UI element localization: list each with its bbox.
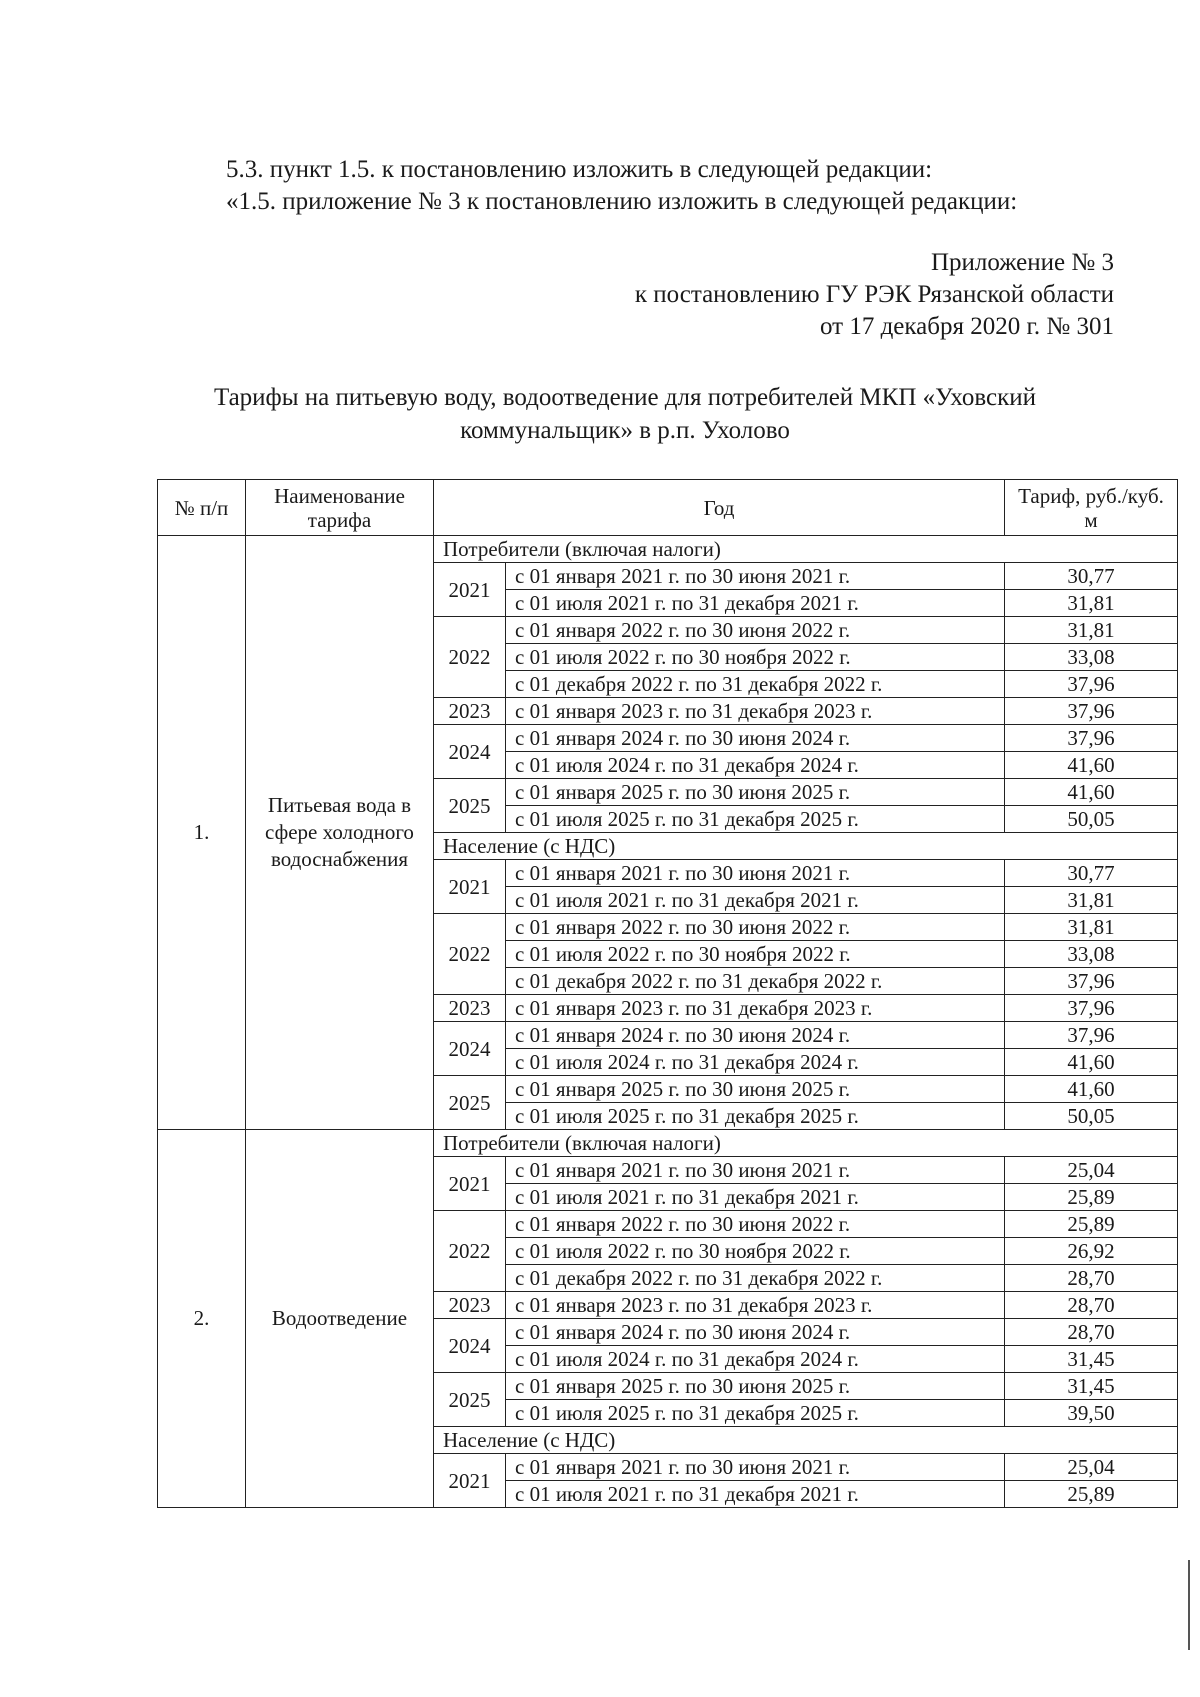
period-cell: с 01 января 2021 г. по 30 июня 2021 г.: [506, 1454, 1005, 1481]
tariff-value: 41,60: [1005, 752, 1178, 779]
year-cell: 2025: [434, 779, 506, 833]
tariff-value: 28,70: [1005, 1319, 1178, 1346]
tariff-value: 37,96: [1005, 968, 1178, 995]
tariff-table: [157, 479, 1178, 1508]
year-cell: 2024: [434, 1319, 506, 1373]
period-cell: с 01 июля 2021 г. по 31 декабря 2021 г.: [506, 590, 1005, 617]
tariff-value: 31,81: [1005, 914, 1178, 941]
appendix-date: от 17 декабря 2020 г. № 301: [819, 313, 1114, 340]
group-name: Водоотведение: [246, 1130, 434, 1508]
period-cell: с 01 июля 2021 г. по 31 декабря 2021 г.: [506, 1184, 1005, 1211]
period-cell: с 01 января 2022 г. по 30 июня 2022 г.: [506, 617, 1005, 644]
header-year: Год: [434, 480, 1005, 536]
header-tariff: Тариф, руб./куб. м: [1005, 480, 1178, 536]
period-cell: с 01 января 2021 г. по 30 июня 2021 г.: [506, 860, 1005, 887]
year-cell: 2021: [434, 563, 506, 617]
year-cell: 2025: [434, 1076, 506, 1130]
tariff-value: 33,08: [1005, 644, 1178, 671]
period-cell: с 01 января 2025 г. по 30 июня 2025 г.: [506, 1373, 1005, 1400]
period-cell: с 01 июля 2025 г. по 31 декабря 2025 г.: [506, 806, 1005, 833]
group-name: Питьевая вода в сфере холодного водоснабжения: [246, 536, 434, 1130]
tariff-value: 25,89: [1005, 1211, 1178, 1238]
section-label: Потребители (включая налоги): [434, 1130, 1178, 1157]
year-cell: 2022: [434, 1211, 506, 1292]
section-label: Население (с НДС): [434, 1427, 1178, 1454]
tariff-value: 31,81: [1005, 887, 1178, 914]
tariff-value: 41,60: [1005, 1049, 1178, 1076]
period-cell: с 01 января 2025 г. по 30 июня 2025 г.: [506, 779, 1005, 806]
year-cell: 2025: [434, 1373, 506, 1427]
section-label: Потребители (включая налоги): [434, 536, 1178, 563]
tariff-value: 31,45: [1005, 1346, 1178, 1373]
period-cell: с 01 января 2021 г. по 30 июня 2021 г.: [506, 1157, 1005, 1184]
table-header-row: [158, 480, 1178, 536]
tariff-value: 33,08: [1005, 941, 1178, 968]
period-cell: с 01 декабря 2022 г. по 31 декабря 2022 г.: [506, 1265, 1005, 1292]
section-label: Население (с НДС): [434, 833, 1178, 860]
tariff-value: 41,60: [1005, 779, 1178, 806]
period-cell: с 01 января 2023 г. по 31 декабря 2023 г.: [506, 995, 1005, 1022]
tariff-value: 26,92: [1005, 1238, 1178, 1265]
tariff-value: 50,05: [1005, 806, 1178, 833]
period-cell: с 01 января 2022 г. по 30 июня 2022 г.: [506, 1211, 1005, 1238]
year-cell: 2022: [434, 617, 506, 698]
year-cell: 2022: [434, 914, 506, 995]
period-cell: с 01 июля 2024 г. по 31 декабря 2024 г.: [506, 1346, 1005, 1373]
year-cell: 2021: [434, 1157, 506, 1211]
tariff-value: 30,77: [1005, 563, 1178, 590]
period-cell: с 01 января 2025 г. по 30 июня 2025 г.: [506, 1076, 1005, 1103]
year-cell: 2024: [434, 1022, 506, 1076]
period-cell: с 01 января 2022 г. по 30 июня 2022 г.: [506, 914, 1005, 941]
tariff-value: 39,50: [1005, 1400, 1178, 1427]
year-cell: 2023: [434, 698, 506, 725]
year-cell: 2021: [434, 1454, 506, 1508]
tariff-value: 31,81: [1005, 590, 1178, 617]
period-cell: с 01 января 2023 г. по 31 декабря 2023 г.: [506, 1292, 1005, 1319]
document-title-line-2: коммунальщик» в р.п. Ухолово: [460, 417, 790, 444]
year-cell: 2024: [434, 725, 506, 779]
period-cell: с 01 июля 2021 г. по 31 декабря 2021 г.: [506, 1481, 1005, 1508]
period-cell: с 01 июля 2025 г. по 31 декабря 2025 г.: [506, 1400, 1005, 1427]
tariff-value: 37,96: [1005, 698, 1178, 725]
period-cell: с 01 января 2024 г. по 30 июня 2024 г.: [506, 1022, 1005, 1049]
tariff-value: 30,77: [1005, 860, 1178, 887]
tariff-value: 28,70: [1005, 1265, 1178, 1292]
tariff-value: 25,89: [1005, 1184, 1178, 1211]
appendix-number: Приложение № 3: [930, 249, 1114, 276]
period-cell: с 01 января 2024 г. по 30 июня 2024 г.: [506, 725, 1005, 752]
scan-speck: [1188, 1560, 1190, 1650]
period-cell: с 01 декабря 2022 г. по 31 декабря 2022 г.: [506, 968, 1005, 995]
period-cell: с 01 января 2021 г. по 30 июня 2021 г.: [506, 563, 1005, 590]
period-cell: с 01 января 2023 г. по 31 декабря 2023 г.: [506, 698, 1005, 725]
period-cell: с 01 июля 2024 г. по 31 декабря 2024 г.: [506, 1049, 1005, 1076]
period-cell: с 01 июля 2025 г. по 31 декабря 2025 г.: [506, 1103, 1005, 1130]
document-title-line-1: Тарифы на питьевую воду, водоотведение для потребителей МКП «Уховский: [213, 384, 1037, 411]
year-cell: 2023: [434, 995, 506, 1022]
tariff-value: 41,60: [1005, 1076, 1178, 1103]
period-cell: с 01 июля 2024 г. по 31 декабря 2024 г.: [506, 752, 1005, 779]
group-number: 1.: [158, 536, 246, 1130]
header-name: Наименование тарифа: [246, 480, 434, 536]
tariff-value: 37,96: [1005, 995, 1178, 1022]
tariff-value: 25,04: [1005, 1454, 1178, 1481]
tariff-value: 37,96: [1005, 671, 1178, 698]
section-row: [158, 1130, 1178, 1157]
tariff-value: 28,70: [1005, 1292, 1178, 1319]
period-cell: с 01 июля 2021 г. по 31 декабря 2021 г.: [506, 887, 1005, 914]
group-number: 2.: [158, 1130, 246, 1508]
section-row: [158, 536, 1178, 563]
period-cell: с 01 июля 2022 г. по 30 ноября 2022 г.: [506, 941, 1005, 968]
tariff-value: 37,96: [1005, 1022, 1178, 1049]
period-cell: с 01 июля 2022 г. по 30 ноября 2022 г.: [506, 644, 1005, 671]
appendix-resolution: к постановлению ГУ РЭК Рязанской области: [634, 281, 1114, 308]
intro-line-1: 5.3. пункт 1.5. к постановлению изложить в следующей редакции:: [226, 156, 933, 183]
period-cell: с 01 декабря 2022 г. по 31 декабря 2022 г.: [506, 671, 1005, 698]
tariff-value: 31,45: [1005, 1373, 1178, 1400]
tariff-value: 25,89: [1005, 1481, 1178, 1508]
header-num: № п/п: [158, 480, 246, 536]
table-body: [158, 536, 1178, 1508]
tariff-value: 50,05: [1005, 1103, 1178, 1130]
intro-line-2: «1.5. приложение № 3 к постановлению изложить в следующей редакции:: [226, 188, 1018, 215]
year-cell: 2023: [434, 1292, 506, 1319]
tariff-value: 31,81: [1005, 617, 1178, 644]
tariff-value: 37,96: [1005, 725, 1178, 752]
tariff-value: 25,04: [1005, 1157, 1178, 1184]
period-cell: с 01 июля 2022 г. по 30 ноября 2022 г.: [506, 1238, 1005, 1265]
period-cell: с 01 января 2024 г. по 30 июня 2024 г.: [506, 1319, 1005, 1346]
year-cell: 2021: [434, 860, 506, 914]
